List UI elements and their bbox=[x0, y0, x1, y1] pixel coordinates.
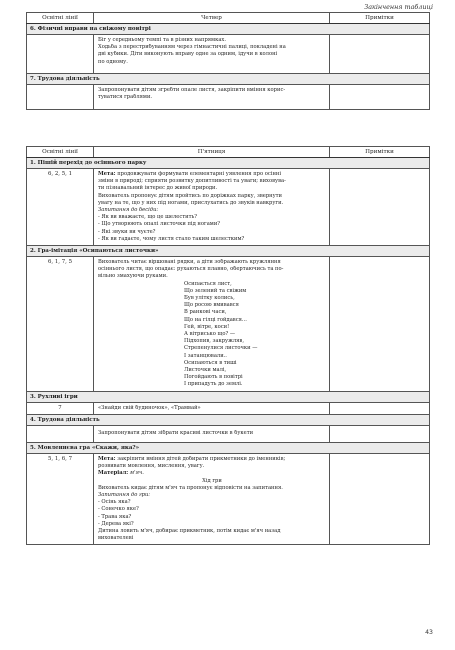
poem-line: Був улітку колись, bbox=[184, 295, 235, 302]
text-line bbox=[98, 171, 326, 178]
poem-line: Стрепенулися листочки — bbox=[184, 345, 258, 352]
table-header-row bbox=[27, 13, 430, 24]
text-line: Біг у середньому темпі та в різних напрямках. bbox=[98, 37, 227, 43]
notes-cell bbox=[330, 85, 430, 110]
content-row bbox=[27, 257, 430, 392]
text-line: увагу на те, що у них під ногами, прислухатись до звуків навкруги. bbox=[98, 199, 284, 206]
text-line: вільно змахуючи руками. bbox=[98, 273, 168, 280]
activity-cell bbox=[94, 453, 330, 544]
text-line bbox=[98, 470, 326, 477]
text-line: ти пізнавальний інтерес до живої природи. bbox=[98, 185, 218, 192]
page-number: 43 bbox=[425, 629, 433, 636]
poem-line: Що на гілці гойдався... bbox=[184, 316, 247, 323]
question-item: - Як ви вважаєте, що це шелестить? bbox=[98, 214, 198, 221]
activity-cell bbox=[94, 257, 330, 392]
header-areas: Освітні лінії bbox=[27, 13, 94, 24]
text-line: по одному. bbox=[98, 58, 128, 65]
area-cell bbox=[27, 35, 94, 74]
table-header-row bbox=[27, 147, 430, 158]
question-item: - Як ви гадаєте, чому листя стало таким шелестким? bbox=[98, 235, 245, 242]
activity-cell bbox=[94, 402, 330, 414]
content-row bbox=[27, 453, 430, 544]
material-label: Матеріал: bbox=[98, 470, 129, 477]
content-row bbox=[27, 85, 430, 110]
activity-cell bbox=[94, 169, 330, 246]
text-line: Запропонувати дітям згребти опале листя, закріпити вміння корис- bbox=[98, 87, 286, 93]
notes-cell bbox=[330, 169, 430, 246]
poem-line: Осипається лист, bbox=[184, 280, 232, 287]
goal-text: закріпити вміння дітей добирати прикметники до іменників; bbox=[115, 455, 286, 462]
content-row bbox=[27, 35, 430, 74]
poem-line: Що росою вмивався bbox=[184, 302, 239, 309]
text-line: вихователеві bbox=[98, 535, 134, 542]
poem-line: Погойдають в повітрі bbox=[184, 374, 243, 381]
text-line: Запропонувати дітям зібрати красиві листочки в букети bbox=[98, 429, 254, 436]
area-cell: 6, 2, 5, 1 bbox=[27, 169, 94, 246]
section-row bbox=[27, 246, 430, 257]
notes-cell bbox=[330, 402, 430, 414]
poem bbox=[98, 281, 326, 389]
question-item: - Які звуки ви чуєте? bbox=[98, 228, 156, 235]
header-day: Четвер bbox=[94, 13, 330, 24]
question-item: - Трава яка? bbox=[98, 513, 132, 520]
thursday-table bbox=[26, 12, 430, 110]
header-day: П'ятниця bbox=[94, 147, 330, 158]
area-cell: 7 bbox=[27, 402, 94, 414]
continuation-title: Закінчення таблиці bbox=[364, 3, 433, 11]
material-value: м'яч. bbox=[128, 470, 144, 477]
goal-label: Мета: bbox=[98, 455, 116, 462]
poem-line: Осипаються в тиші bbox=[184, 359, 237, 366]
content-row bbox=[27, 169, 430, 246]
text-line: зміни в природі; сприяти розвитку допитливості та уваги; виховува- bbox=[98, 178, 286, 185]
questions-title: Запитання до бесіди: bbox=[98, 207, 159, 214]
goal-label: Мета: bbox=[98, 171, 116, 177]
notes-cell bbox=[330, 425, 430, 442]
poem-line: І затанцювали.. bbox=[184, 352, 227, 359]
text-line: Ходьба з перестрибуванням через гімнастичні палиці, покладені на bbox=[98, 44, 286, 51]
question-item: - Що утворюють опалі листочки під ногами? bbox=[98, 221, 221, 228]
poem-line: Підхопив, закружляв, bbox=[184, 338, 245, 345]
content-row bbox=[27, 402, 430, 414]
section-row bbox=[27, 442, 430, 453]
notes-cell bbox=[330, 257, 430, 392]
poem-line: Що зелений та свіжим bbox=[184, 287, 247, 294]
activity-cell bbox=[94, 425, 330, 442]
text-line: розвивати мовлення, мислення, увагу. bbox=[98, 463, 205, 470]
section-title: 6. Фізичні вправи на свіжому повітрі bbox=[27, 24, 430, 35]
text-line: Дитина ловить м'яч, добирає прикметник, потім кидає м'яч назад bbox=[98, 527, 281, 534]
section-row bbox=[27, 24, 430, 35]
goal-text: продовжувати формувати елементарні уявлення про осінні bbox=[115, 171, 282, 177]
content-row bbox=[27, 425, 430, 442]
text-line: туватися граблями. bbox=[98, 94, 153, 101]
activity-cell bbox=[94, 85, 330, 110]
notes-cell bbox=[330, 35, 430, 74]
poem-line: Гей, вітре, коси! bbox=[184, 323, 230, 330]
section-title: 7. Трудова діяльність bbox=[27, 74, 430, 85]
poem-line: А вітрисько що? — bbox=[184, 331, 236, 338]
poem-line: В ранкові часи, bbox=[184, 309, 227, 316]
text-line: осіннього листя, що опадає: рухаються плавно, обертаючись та по- bbox=[98, 266, 284, 273]
section-row bbox=[27, 158, 430, 169]
section-row bbox=[27, 74, 430, 85]
area-cell bbox=[27, 425, 94, 442]
game-course-heading: Хід гри bbox=[202, 477, 222, 484]
questions-title: Запитання до гри: bbox=[98, 491, 151, 498]
text-line: Вихователь кидає дітям м'яч та пропонує відповісти на запитання. bbox=[98, 484, 283, 491]
section-title: 1. Пішій перехід до осіннього парку bbox=[27, 158, 430, 169]
section-title: 5. Мовленнєва гра «Скажи, яка?» bbox=[27, 442, 430, 453]
section-title: 2. Гра-імітація «Осипаються листочки» bbox=[27, 246, 430, 257]
header-areas: Освітні лінії bbox=[27, 147, 94, 158]
question-item: - Дерева які? bbox=[98, 520, 134, 527]
poem-line: І припадуть до землі. bbox=[184, 381, 243, 388]
text-line: Вихователь читає віршовані рядки, а діти зображають кружляння bbox=[98, 259, 281, 266]
text-line: «Знайди свій будиночок», «Трамвай» bbox=[98, 404, 201, 411]
activity-cell bbox=[94, 35, 330, 74]
area-cell: 6, 1, 7, 5 bbox=[27, 257, 94, 392]
text-line: дві кубики. Діти виконують вправу одне за одним, ідучи в колоні bbox=[98, 51, 278, 58]
header-notes: Примітки bbox=[330, 147, 430, 158]
section-title: 3. Рухливі ігри bbox=[27, 391, 430, 402]
question-item: - Осінь яка? bbox=[98, 499, 131, 506]
question-item: - Сонечко яке? bbox=[98, 506, 139, 513]
text-line bbox=[98, 456, 326, 463]
friday-table bbox=[26, 146, 430, 545]
poem-line: Листочки малі, bbox=[184, 367, 227, 374]
section-row bbox=[27, 414, 430, 425]
notes-cell bbox=[330, 453, 430, 544]
header-notes: Примітки bbox=[330, 13, 430, 24]
area-cell: 5, 1, 6, 7 bbox=[27, 453, 94, 544]
section-title: 4. Трудова діяльність bbox=[27, 414, 430, 425]
text-line: Вихователь пропонує дітям пройтись по доріжках парку, звернути bbox=[98, 192, 282, 199]
section-row bbox=[27, 391, 430, 402]
area-cell bbox=[27, 85, 94, 110]
